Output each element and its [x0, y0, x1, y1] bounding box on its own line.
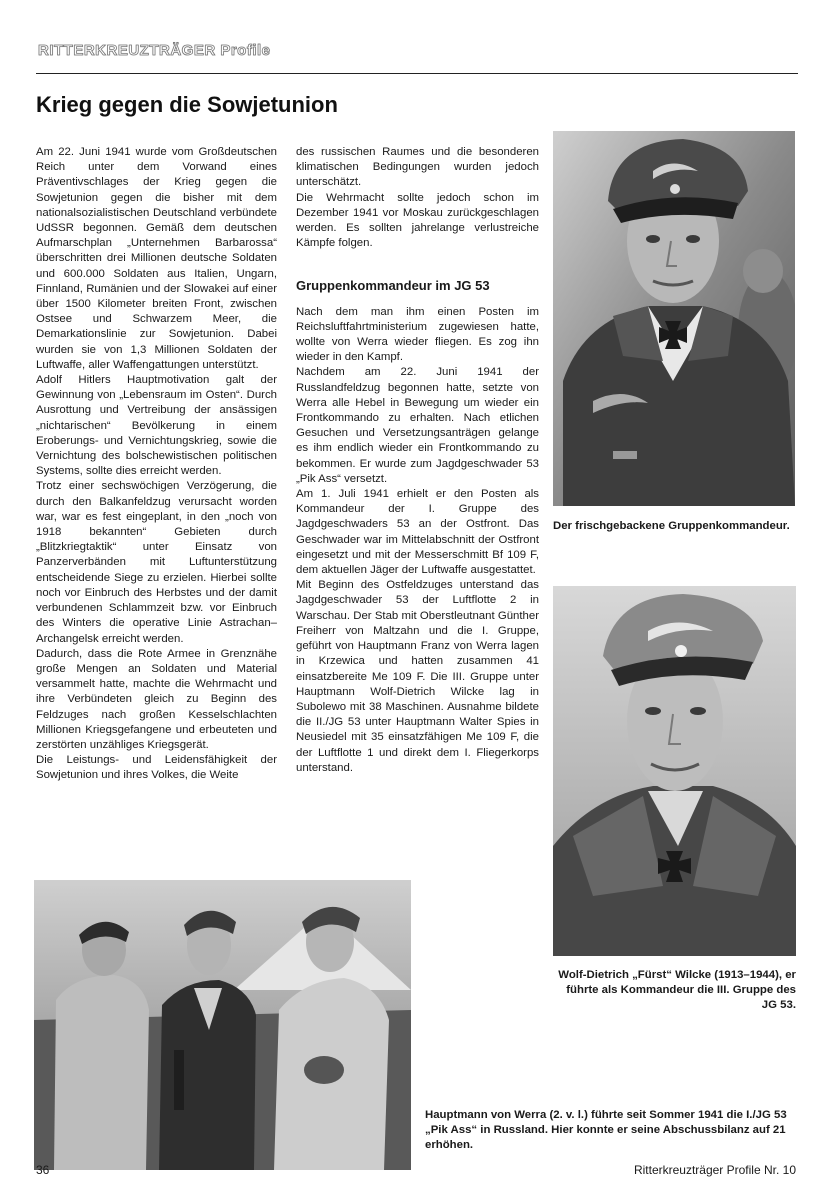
paragraph: Mit Beginn des Ostfeldzuges unterstand das Jagdgeschwader 53 der Luftflotte 2 in Warschau. Der Stab mit Oberstleutnant Günther Freiherr von Maltzahn und die I. Gruppe, geführt von Hauptmann Franz von Werra lagen in Krzewica und hatten zusammen 41 einsatzbereite Me 109 F. Die III. Gruppe unter Hauptmann Wolf-Dietrich Wilcke lag in Subolewo mit 38 Maschinen. Ausnahme bildete die II./JG 53 unter Hauptmann Walter Spies in Neusiedel mit 35 einsatzfähigen Me 109 F, die der Luftflotte 1 und direkt dem I. Fliegerkorps unterstand. [296, 579, 539, 774]
paragraph: Nach dem man ihm einen Posten im Reichsluftfahrtministerium zugewiesen hatte, wollte von Werra wieder fliegen. Es zog ihn wieder in den Kampf. [296, 305, 539, 364]
series-header: RITTERKREUZTRÄGER Profile [38, 42, 271, 59]
portrait-photo-wilcke [553, 586, 796, 956]
page-number: 36 [36, 1163, 50, 1177]
paragraph: Nachdem am 22. Juni 1941 der Russlandfeldzug begonnen hatte, setzte von Werra alle Hebel in Bewegung um wieder ein Frontkommando zu erhalten. Nach etlichen Gesuchen und Versetzungsanträgen gelange es ihm endlich wieder ein Frontkommando zu bekommen. Er wurde zum Jagdgeschwader 53 „Pik Ass“ versetzt. [296, 366, 539, 485]
caption-photo2: Wolf-Dietrich „Fürst“ Wilcke (1913–1944), er führte als Kommandeur die III. Gruppe des JG 53. [558, 969, 796, 1012]
group-photo-officers [34, 880, 411, 1170]
paragraph: Am 22. Juni 1941 wurde vom Großdeutschen Reich unter dem Vorwand eines Präventivschlages der Krieg gegen die Sowjetunion gegen die bisher mit dem nationalsozialistischen Deutschland verbündete UdSSR begonnen. Gemäß dem deutschen Aufmarschplan „Unternehmen Barbarossa“ überschritten drei Millionen deutsche Soldaten und 600.000 Soldaten aus Italien, Ungarn, Finnland, Rumänien und der Slowakei auf einer über 1500 Kilometer breiten Front, zwischen Ostsee und Schwarzem Meer, die Demarkationslinie zur Sowjetunion. Dabei wurden sie von 1,3 Millionen Soldaten der Luftwaffe, aller Waffengattungen unterstützt. [36, 146, 277, 371]
paragraph: Trotz einer sechswöchigen Verzögerung, die durch den Balkanfeldzug verursacht worden war, war es fest eingeplant, in den „noch von 1918 bekannten“ Gebieten durch „Blitzkriegtaktik“ unter Einsatz von Panzerverbänden mit Luftunterstützung entscheidende Siege zu erzielen. Hierbei sollte noch vor Einbruch des Herbstes und der damit verbundenen Schlammzeit bzw. vor Einbruch des Winters die operative Linie Astrachan–Archangelsk erreicht werden. [36, 480, 277, 645]
subheading: Gruppenkommandeur im JG 53 [296, 278, 490, 294]
article-title: Krieg gegen die Sowjetunion [36, 92, 338, 117]
footer-publication: Ritterkreuzträger Profile Nr. 10 [633, 1163, 796, 1177]
caption-photo3: Hauptmann von Werra (2. v. l.) führte seit Sommer 1941 die I./JG 53 „Pik Ass“ in Russland. Hier konnte er seine Abschussbilanz auf 21 erhöhen. [425, 1109, 787, 1152]
paragraph: Dadurch, dass die Rote Armee in Grenznähe große Mengen an Soldaten und Material versammelt hatte, machte die Wehrmacht und ihre Verbündeten gleich zu Beginn des Feldzuges nach großen Kesselschlachten Millionen Kriegsgefangene und erbeuteten und zerstörten unzähliges Kriegsgerät. [36, 647, 277, 751]
paragraph: Die Wehrmacht sollte jedoch schon im Dezember 1941 vor Moskau zurückgeschlagen werden. Es sollten jahrelange verlustreiche Kämpfe folgen. [296, 191, 539, 250]
paragraph: Am 1. Juli 1941 erhielt er den Posten als Kommandeur der I. Gruppe des Jagdgeschwaders 53 an der Ostfront. Das Geschwader war im Mittelabschnitt der Ostfront eingesetzt und mit der Messerschmitt Bf 109 F, dem aktuellen Jäger der Luftwaffe ausgestattet. [296, 488, 539, 577]
paragraph: Die Leistungs- und Leidensfähigkeit der Sowjetunion und ihres Volkes, die Weite [36, 754, 277, 782]
text-column-left [36, 145, 277, 784]
paragraph: Adolf Hitlers Hauptmotivation galt der Gewinnung von „Lebensraum im Osten“. Durch Ausrottung und Vertreibung der ansässigen „nichtarischen“ Bevölkerung in einem Eroberungs- und Vernichtungskrieg, sowie die Vernichtung des bolschewistischen politischen Systems, sollte dies erreicht werden. [36, 374, 277, 478]
text-column-middle [296, 145, 539, 776]
header-rule [36, 73, 798, 74]
portrait-photo-von-werra [553, 131, 795, 506]
caption-photo1: Der frischgebackene Gruppenkommandeur. [553, 520, 790, 532]
paragraph: des russischen Raumes und die besonderen klimatischen Bedingungen wurden jedoch unterschätzt. [296, 146, 539, 189]
